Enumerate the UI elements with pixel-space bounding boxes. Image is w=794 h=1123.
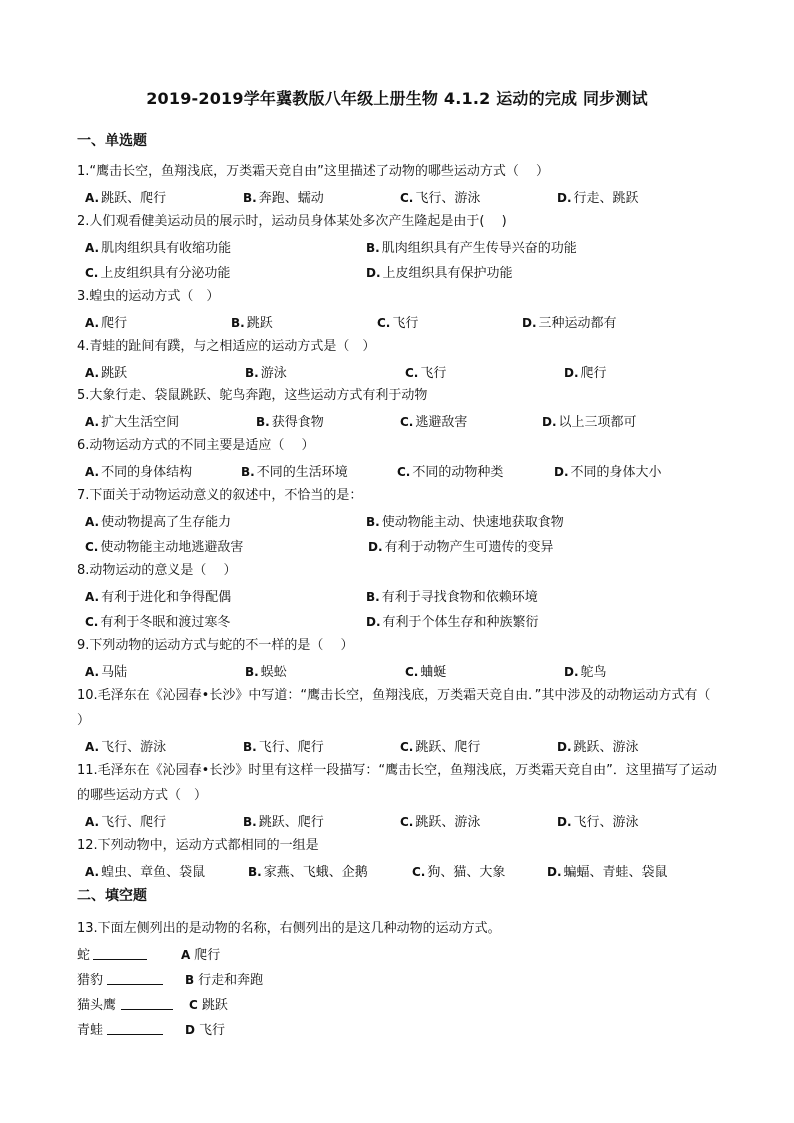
option-c: C. 使动物能主动地逃避敌害	[85, 540, 244, 555]
option-b: B. 使动物能主动、快速地获取食物	[366, 515, 564, 530]
question-2-options-row1	[85, 237, 725, 257]
question-9-options	[85, 661, 725, 681]
option-a: A. 使动物提高了生存能力	[85, 515, 232, 530]
answer-blank[interactable]	[107, 1033, 163, 1035]
motion-option: D 飞行	[185, 1023, 225, 1038]
option-d: D. 上皮组织具有保护功能	[366, 266, 513, 281]
question-8-options-row2	[85, 611, 725, 631]
option-a: A. 爬行	[85, 316, 128, 331]
question-7-options-row1	[85, 511, 725, 531]
option-d: D. 蝙蝠、青蛙、袋鼠	[547, 865, 668, 880]
question-1-options	[85, 187, 725, 207]
option-a: A. 肌肉组织具有收缩功能	[85, 241, 232, 256]
option-c: C. 跳跃、游泳	[400, 815, 481, 830]
option-a: A. 扩大生活空间	[85, 415, 180, 430]
question-5-options	[85, 411, 725, 431]
option-c: C. 不同的动物种类	[397, 465, 504, 480]
question-4-stem: 4.青蛙的趾间有蹼，与之相适应的运动方式是（ ）	[77, 339, 376, 354]
section-heading-fill-in: 二、填空题	[77, 888, 147, 904]
option-c: C. 有利于冬眠和渡过寒冬	[85, 615, 231, 630]
option-a: A. 蝗虫、章鱼、袋鼠	[85, 865, 206, 880]
question-6-options	[85, 461, 725, 481]
question-9-stem: 9.下列动物的运动方式与蛇的不一样的是（ ）	[77, 638, 354, 653]
option-d: D. 鸵鸟	[564, 665, 607, 680]
question-11-stem: 11.毛泽东在《沁园春•长沙》时里有这样一段描写：“鹰击长空，鱼翔浅底，万类霜天竞自由”．这里描写了运动的哪些运动方式（ ）	[77, 763, 717, 803]
option-d: D. 行走、跳跃	[557, 191, 639, 206]
option-c: C. 蛐蜒	[405, 665, 447, 680]
question-2-options-row2	[85, 262, 725, 282]
option-b: B. 蜈蚣	[245, 665, 287, 680]
question-10-options	[85, 736, 725, 756]
motion-option: B 行走和奔跑	[185, 973, 264, 988]
option-b: B. 有利于寻找食物和依赖环境	[366, 590, 538, 605]
animal-name: 猫头鹰	[77, 998, 117, 1013]
option-b: B. 不同的生活环境	[241, 465, 348, 480]
question-5-stem: 5.大象行走、袋鼠跳跃、鸵鸟奔跑，这些运动方式有利于动物	[77, 388, 428, 403]
option-c: C. 狗、猫、大象	[412, 865, 506, 880]
question-12-stem: 12.下列动物中，运动方式都相同的一组是	[77, 838, 319, 853]
animal-name: 蛇	[77, 948, 91, 963]
animal-name: 青蛙	[77, 1023, 104, 1038]
option-c: C. 飞行	[405, 366, 447, 381]
option-d: D. 跳跃、游泳	[557, 740, 639, 755]
option-c: C. 跳跃、爬行	[400, 740, 481, 755]
question-11-options	[85, 811, 725, 831]
option-d: D. 不同的身体大小	[554, 465, 662, 480]
option-b: B. 获得食物	[256, 415, 324, 430]
question-12-options	[85, 861, 725, 881]
option-c: C. 飞行	[377, 316, 419, 331]
option-d: D. 爬行	[564, 366, 607, 381]
option-a: A. 跳跃	[85, 366, 128, 381]
question-8-options-row1	[85, 586, 725, 606]
option-b: B. 奔跑、蠕动	[243, 191, 324, 206]
question-2-stem: 2.人们观看健美运动员的展示时，运动员身体某处多次产生隆起是由于( )	[77, 214, 507, 229]
option-c: C. 飞行、游泳	[400, 191, 481, 206]
option-d: D. 有利于动物产生可遗传的变异	[368, 540, 554, 555]
option-a: A. 飞行、游泳	[85, 740, 167, 755]
question-13-stem: 13.下面左侧列出的是动物的名称，右侧列出的是这几种动物的运动方式。	[77, 921, 501, 936]
option-a: A. 马陆	[85, 665, 128, 680]
option-b: B. 肌肉组织具有产生传导兴奋的功能	[366, 241, 577, 256]
option-a: A. 有利于进化和争得配偶	[85, 590, 232, 605]
option-b: B. 跳跃、爬行	[243, 815, 324, 830]
question-10-stem: 10.毛泽东在《沁园春•长沙》中写道：“鹰击长空，鱼翔浅底，万类霜天竞自由．”其中涉及的动物运动方式有（ ）	[77, 688, 728, 728]
question-8-stem: 8.动物运动的意义是（ ）	[77, 563, 237, 578]
option-d: D. 飞行、游泳	[557, 815, 639, 830]
option-a: A. 不同的身体结构	[85, 465, 193, 480]
option-b: B. 游泳	[245, 366, 287, 381]
question-4-options	[85, 362, 725, 382]
question-3-stem: 3.蝗虫的运动方式（ ）	[77, 289, 220, 304]
answer-blank[interactable]	[107, 983, 163, 985]
option-d: D. 三种运动都有	[522, 316, 617, 331]
section-heading-single-choice: 一、单选题	[77, 133, 147, 149]
motion-option: A 爬行	[181, 948, 221, 963]
answer-blank[interactable]	[93, 958, 147, 960]
question-1-stem: 1.“鹰击长空，鱼翔浅底，万类霜天竞自由”这里描述了动物的哪些运动方式（ ）	[77, 164, 550, 179]
question-7-options-row2	[85, 536, 725, 556]
option-b: B. 跳跃	[231, 316, 273, 331]
animal-name: 猎豹	[77, 973, 104, 988]
option-c: C. 逃避敌害	[400, 415, 468, 430]
option-a: A. 飞行、爬行	[85, 815, 167, 830]
option-d: D. 以上三项都可	[542, 415, 637, 430]
motion-option: C 跳跃	[189, 998, 228, 1013]
answer-blank[interactable]	[121, 1008, 173, 1010]
option-a: A. 跳跃、爬行	[85, 191, 167, 206]
question-6-stem: 6.动物运动方式的不同主要是适应（ ）	[77, 438, 315, 453]
option-b: B. 家燕、飞蛾、企鹅	[248, 865, 368, 880]
option-d: D. 有利于个体生存和种族繁衍	[366, 615, 539, 630]
page-title: 2019-2019学年冀教版八年级上册生物 4.1.2 运动的完成 同步测试	[146, 89, 648, 108]
option-c: C. 上皮组织具有分泌功能	[85, 266, 231, 281]
question-3-options	[85, 312, 725, 332]
option-b: B. 飞行、爬行	[243, 740, 324, 755]
question-7-stem: 7.下面关于动物运动意义的叙述中，不恰当的是：	[77, 488, 363, 503]
